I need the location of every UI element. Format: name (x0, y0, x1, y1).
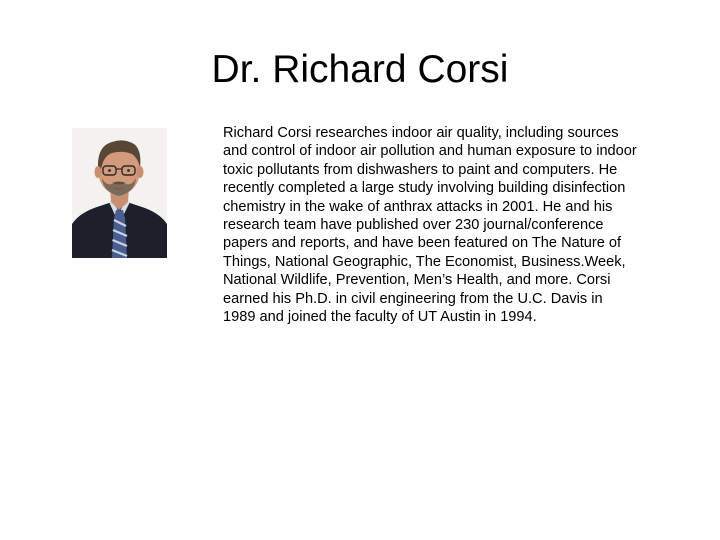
bio-line: recently completed a large study involving building disinfection (223, 180, 626, 197)
bio-line: chemistry in the wake of anthrax attacks in 2001. He and his (223, 198, 613, 215)
bio-line: research team have published over 230 journal/conference (223, 217, 604, 234)
bio-text (223, 124, 688, 326)
bio-line: Richard Corsi researches indoor air quality, including sources (223, 125, 619, 141)
bio-line: papers and reports, and have been featured on The Nature of (223, 235, 622, 252)
bio-line: National Wildlife, Prevention, Men’s Health, and more. Corsi (223, 272, 611, 289)
person-photo-icon (72, 128, 167, 258)
bio-line: and control of indoor air pollution and human exposure to indoor (223, 143, 637, 160)
bio-line: toxic pollutants from dishwashers to paint and computers. He (223, 161, 618, 178)
portrait-photo (72, 128, 167, 258)
bio-line: 1989 and joined the faculty of UT Austin in 1994. (223, 309, 537, 326)
page-title: Dr. Richard Corsi (211, 48, 509, 91)
bio-line: Things, National Geographic, The Economist, Business.Week, (223, 253, 626, 270)
bio-line: earned his Ph.D. in civil engineering from the U.C. Davis in (223, 290, 603, 307)
